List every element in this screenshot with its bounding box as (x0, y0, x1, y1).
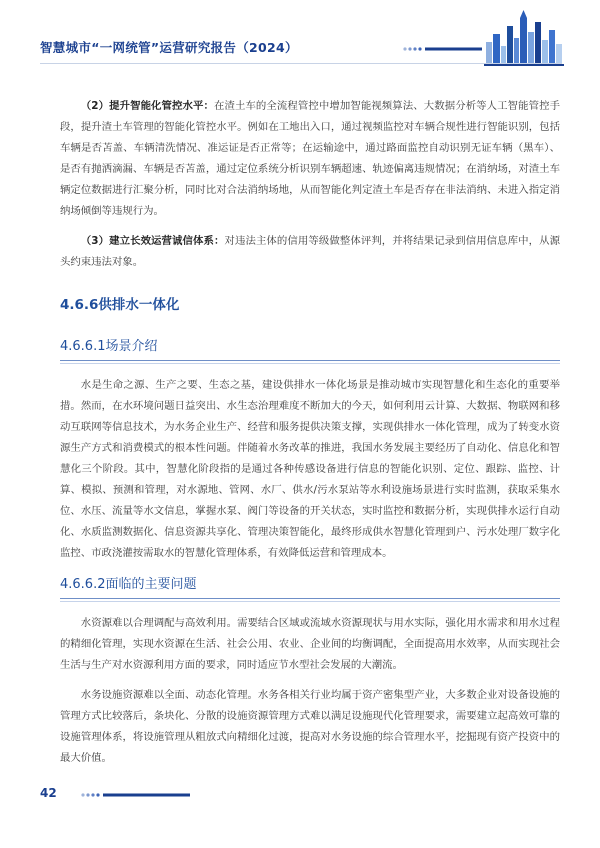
paragraph-label: （2）提升智能化管控水平： (80, 100, 214, 112)
header-divider (40, 63, 562, 64)
paragraph-water-allocation: 水资源难以合理调配与高效利用。需要结合区域或流域水资源现状与用水实际，强化用水需求和用水过程的精细化管理，实现水资源在生活、社会公用、农业、企业间的均衡调配，全面提高用水效率，从而实现社会生活与生产对水资源利用方面的要求，同时适应节水型社会发展的大潮流。 (60, 617, 560, 671)
paragraph-text: 在渣土车的全流程管控中增加智能视频算法、大数据分析等人工智能管控手段，提升渣土车管理的智能化管控水平。例如在工地出入口，通过视频监控对车辆合规性进行智能识别，包括车辆是否苫盖、车辆清洗情况、准运证是否正常等；在运输途中，通过路面监控自动识别无证车辆（黑车）、是否有抛洒滴漏、车辆是否苫盖，通过定位系统分析识别车辆超速、轨迹偏离违规情况；在消纳场，对渣土车辆定位数据进行汇聚分析，同时比对合法消纳场地，从而智能化判定渣土车是否存在非法消纳、未进入指定消纳场倾倒等违规行为。 (60, 100, 560, 217)
heading-underline (60, 598, 560, 599)
paragraph-scenario-intro: 水是生命之源、生产之要、生态之基，建设供排水一体化场景是推动城市实现智慧化和生态化的重要举措。然而，在水环境问题日益突出、水生态治理难度不断加大的今天，如何利用云计算、大数据、物联网和移动互联网等信息技术，为水务企业生产、经营和服务提供决策支撑，实现供排水一体化管理，成为了转变水资源生产方式和消费模式的根本性问题。伴随着水务改革的推进，我国水务发展主要经历了自动化、信息化和智慧化三个阶段。其中，智慧化阶段指的是通过各种传感设备进行信息的智能化识别、定位、跟踪、监控、计算、模拟、预测和管理，对水源地、管网、水厂、供水/污水泵站等水利设施场景进行实时监测，获取采集水位、水压、流量等水文信息，掌握水泵、阀门等设备的开关状态，实时监控和数据分析，实现供排水运行自动化、水质监测数据化、信息资源共享化、管理决策智能化，最终形成供水智慧化管理到户、污水处理厂数字化监控、市政浇灌按需取水的智慧化管理体系，有效降低运营和管理成本。 (60, 379, 560, 559)
subsection-heading-problems (60, 573, 560, 603)
decorative-dots-icon (402, 46, 482, 52)
city-skyline-icon (484, 8, 564, 66)
report-title: 智慧城市“一网统管”运营研究报告（2024） (40, 40, 298, 55)
paragraph-text: 对违法主体的信用等级做整体评判，并将结果记录到信用信息库中，从源头约束违法对象。 (60, 235, 561, 268)
paragraph-credit-system (60, 231, 560, 273)
main-content (60, 96, 560, 778)
decorative-dots-icon (80, 792, 190, 798)
paragraph-facility-management: 水务设施资源难以全面、动态化管理。水务各相关行业均属于资产密集型产业，大多数企业对设备设施的管理方式比较落后，条块化、分散的设施资源管理方式难以满足设施现代化管理要求，需要建立起高效可靠的设施管理体系，将设施管理从粗放式向精细化过渡，提高对水务设施的综合管理水平，挖掘现有资产投资中的最大价值。 (60, 689, 560, 764)
heading-underline-secondary (60, 601, 560, 602)
heading-underline (60, 360, 560, 361)
section-heading: 4.6.6供排水一体化 (60, 297, 180, 313)
paragraph-label: （3）建立长效运营诚信体系： (80, 235, 225, 247)
paragraph-intelligent-control (60, 96, 560, 222)
page-header (0, 0, 600, 70)
subsection-heading-intro (60, 335, 560, 365)
subsection-title: 4.6.6.2面临的主要问题 (60, 577, 197, 592)
subsection-title: 4.6.6.1场景介绍 (60, 339, 158, 354)
page-number: 42 (40, 786, 57, 800)
heading-underline-secondary (60, 363, 560, 364)
